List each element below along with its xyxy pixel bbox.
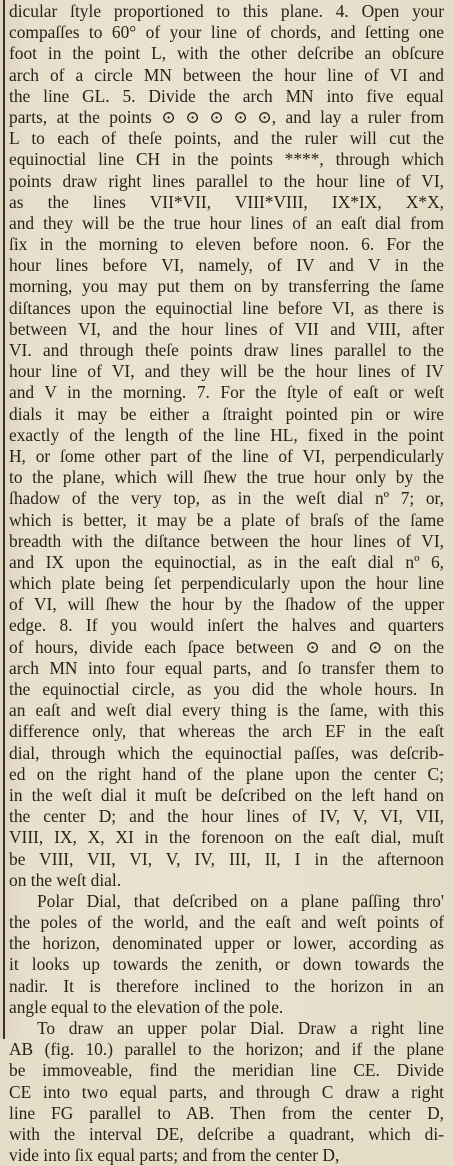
body-text <box>9 1 444 1166</box>
text-line: ſhadow of the very top, as in the weſt dial nº 7; or, <box>9 488 444 509</box>
text-line: diſtances upon the equinoctial line before VI, as there is <box>9 297 444 318</box>
text-line: To draw an upper polar Dial. Draw a right line <box>37 1018 444 1038</box>
text-line: parts, at the points ⊙ ⊙ ⊙ ⊙ ⊙, and lay a ruler from <box>9 106 444 127</box>
text-line: Polar Dial, that deſcribed on a plane paſſing thro' <box>37 890 444 911</box>
text-line: VI. and through theſe points draw lines parallel to the <box>9 340 444 360</box>
text-line: the equinoctial circle, as you did the whole hours. In <box>9 679 444 699</box>
text-line: angle equal to the elevation of the pole. <box>9 996 284 1017</box>
text-line: and they will be the true hour lines of an eaſt dial from <box>9 212 444 233</box>
text-line: nadir. It is therefore inclined to the horizon in an <box>9 975 444 996</box>
text-line: which plate being ſet perpendicularly upon the hour line <box>9 573 444 594</box>
text-line: to the plane, which will ſhew the true hour only by the <box>9 467 444 488</box>
text-line: be VIII, VII, VI, V, IV, III, II, I in the afternoon <box>9 848 444 869</box>
text-line: hour line of VI, and they will be the hour lines of IV <box>9 361 444 382</box>
text-line: morning, you may put them on by transferring the ſame <box>9 276 444 297</box>
text-line: difference only, that whereas the arch EF in the eaſt <box>9 721 444 742</box>
text-line: in the weſt dial it muſt be deſcribed on the left hand on <box>9 784 444 805</box>
text-line: of VI, will ſhew the hour by the ſhadow of the upper <box>9 594 444 615</box>
paragraph <box>9 1 444 891</box>
text-line: of hours, divide each ſpace between ⊙ and ⊙ on the <box>9 636 444 657</box>
text-line: breadth with the diſtance between the hour lines of VI, <box>9 530 444 551</box>
text-line: on the weſt dial. <box>9 869 122 890</box>
paragraph <box>9 891 444 1018</box>
text-line: H, or ſome other part of the line of VI, perpendicularly <box>9 445 444 466</box>
text-line: an eaſt and weſt dial every thing is the ſame, with this <box>9 700 444 721</box>
text-line: the line GL. 5. Divide the arch MN into five equal <box>9 85 444 106</box>
text-line: and V in the morning. 7. For the ſtyle of eaſt or weſt <box>9 382 444 403</box>
column-rule <box>3 0 5 1039</box>
text-line: the center D; and the hour lines of IV, V, VI, VII, <box>9 806 444 827</box>
text-line: arch of a circle MN between the hour line of VI and <box>9 64 444 85</box>
text-line: with the interval DE, deſcribe a quadrant, which di- <box>9 1123 444 1144</box>
text-line: and IX upon the equinoctial, as in the eaſt dial nº 6, <box>9 551 444 572</box>
text-line: VIII, IX, X, XI in the forenoon on the eaſt dial, muſt <box>9 827 444 848</box>
text-line: points draw right lines parallel to the hour line of VI, <box>9 170 444 191</box>
text-line: L to each of theſe points, and the ruler will cut the <box>9 128 444 149</box>
text-line: CE into two equal parts, and through C draw a right <box>9 1081 444 1102</box>
text-line: ſix in the morning to eleven before noon. 6. For the <box>9 234 444 255</box>
text-line: AB (fig. 10.) parallel to the horizon; and if the plane <box>9 1039 444 1060</box>
paragraph <box>9 1018 444 1166</box>
text-line: hour lines before VI, namely, of IV and V in the <box>9 255 444 276</box>
text-line: dials it may be either a ſtraight pointed pin or wire <box>9 403 444 424</box>
text-line: equinoctial line CH in the points ****, through which <box>9 149 444 170</box>
text-line: as the lines VII*VII, VIII*VIII, IX*IX, X*X, <box>9 191 444 212</box>
text-line: it looks up towards the zenith, or down towards the <box>9 954 444 975</box>
text-line: vide into ſix equal parts; and from the center D, <box>9 1145 340 1166</box>
text-line: dial, through which the equinoctial paſſes, was deſcrib- <box>9 742 444 763</box>
text-line: arch MN into four equal parts, and ſo transfer them to <box>9 657 444 678</box>
text-line: which is better, it may be a plate of braſs of the ſame <box>9 509 444 530</box>
text-line: foot in the point L, with the other deſcribe an obſcure <box>9 43 444 64</box>
text-line: dicular ſtyle proportioned to this plane. 4. Open your <box>9 1 444 21</box>
text-line: be immoveable, find the meridian line CE. Divide <box>9 1060 444 1081</box>
text-line: line FG parallel to AB. Then from the center D, <box>9 1102 444 1123</box>
text-line: between VI, and the hour lines of VII and VIII, after <box>9 318 444 339</box>
text-line: the horizon, denominated upper or lower, according as <box>9 933 444 954</box>
text-line: exactly of the length of the line HL, fixed in the point <box>9 424 444 445</box>
text-line: ed on the right hand of the plane upon the center C; <box>9 763 444 784</box>
text-line: compaſſes to 60° of your line of chords, and ſetting one <box>9 22 444 43</box>
text-line: edge. 8. If you would inſert the halves and quarters <box>9 615 444 636</box>
text-line: the poles of the world, and the eaſt and weſt points of <box>9 912 444 933</box>
